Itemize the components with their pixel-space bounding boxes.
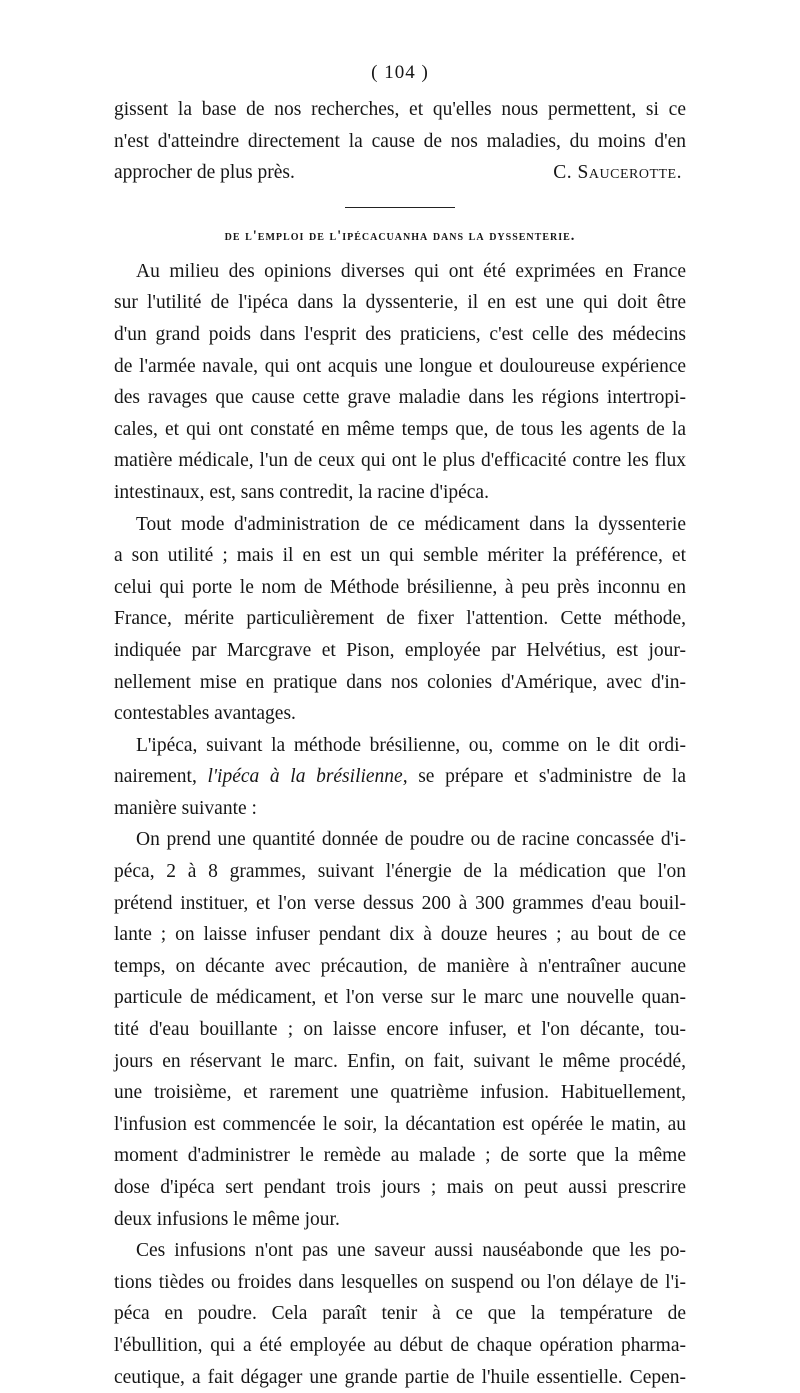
text-line: temps, on décante avec précaution, de manière à n'entraîner aucune: [114, 955, 686, 977]
italic-phrase: l'ipéca à la brésilienne,: [207, 766, 408, 788]
section-title: de l'emploi de l'ipécacuanha dans la dyssenterie.: [224, 227, 576, 244]
text-line: L'ipéca, suivant la méthode brésilienne, ou, comme on le dit ordi-: [136, 734, 686, 756]
text-line: jours en réservant le marc. Enfin, on fait, suivant le même procédé,: [114, 1050, 686, 1072]
text-line: gissent la base de nos recherches, et qu'elles nous permettent, si ce: [114, 99, 686, 120]
text-line: péca en poudre. Cela paraît tenir à ce que la température de: [114, 1303, 686, 1325]
text-line: péca, 2 à 8 grammes, suivant l'énergie de la médication que l'on: [114, 861, 686, 883]
text-line: tité d'eau bouillante ; on laisse encore infuser, et l'on décante, tou-: [114, 1019, 686, 1041]
text-line: celui qui porte le nom de Méthode brésilienne, à peu près inconnu en: [114, 576, 686, 598]
text-line: tions tièdes ou froides dans lesquelles on suspend ou l'on délaye de l'i-: [114, 1271, 686, 1293]
paragraph-3: [114, 730, 686, 825]
text-line: particule de médicament, et l'on verse sur le marc une nouvelle quan-: [114, 987, 686, 1009]
text-line: moment d'administrer le remède au malade ; de sorte que la même: [114, 1145, 686, 1167]
text-line: On prend une quantité donnée de poudre ou de racine concassée d'i-: [136, 829, 686, 851]
text-line: approcher de plus près.: [114, 162, 295, 184]
text-line: contestables avantages.: [114, 703, 296, 725]
text-line: prétend instituer, et l'on verse dessus 200 à 300 grammes d'eau bouil-: [114, 892, 686, 914]
section-divider: [345, 207, 455, 208]
text-line: nellement mise en pratique dans nos colonies d'Amérique, avec d'in-: [114, 671, 686, 693]
signature-line: [114, 157, 686, 189]
text-line: de l'armée navale, qui ont acquis une longue et douloureuse expérience: [114, 355, 686, 377]
paragraph-4: [114, 824, 686, 1235]
text-line: Au milieu des opinions diverses qui ont été exprimées en France: [136, 260, 686, 282]
text-line: dose d'ipéca sert pendant trois jours ; mais on peut aussi prescrire: [114, 1177, 686, 1198]
text-line: lante ; on laisse infuser pendant dix à douze heures ; au bout de ce: [114, 924, 686, 946]
text-line: ceutique, a fait dégager une grande partie de l'huile essentielle. Cepen-: [114, 1366, 686, 1388]
text-line: une troisième, et rarement une quatrième infusion. Habituellement,: [114, 1082, 686, 1104]
text-line: n'est d'atteindre directement la cause de nos maladies, du moins d'en: [114, 130, 686, 152]
text-line: intestinaux, est, sans contredit, la racine d'ipéca.: [114, 481, 489, 503]
book-page: [114, 56, 686, 1393]
text-line: Ces infusions n'ont pas une saveur aussi nauséabonde que les po-: [136, 1240, 686, 1262]
text-line: des ravages que cause cette grave maladie dans les régions intertropi-: [114, 387, 686, 409]
paragraph-2: [114, 509, 686, 730]
text-line: sur l'utilité de l'ipéca dans la dyssenterie, il en est une qui doit être: [114, 292, 686, 314]
page-number: ( 104 ): [371, 62, 429, 83]
text-line: a son utilité ; mais il en est un qui semble mériter la préférence, et: [114, 545, 686, 567]
intro-paragraph: [114, 94, 686, 189]
text-line: matière médicale, l'un de ceux qui ont le plus d'efficacité contre les flux: [114, 450, 686, 472]
text-line: manière suivante :: [114, 797, 257, 819]
text-line: indiquée par Marcgrave et Pison, employée par Helvétius, est jour-: [114, 639, 686, 661]
paragraph-1: [114, 256, 686, 509]
text-fragment: nairement,: [114, 766, 208, 788]
text-line: France, mérite particulièrement de fixer l'attention. Cette méthode,: [114, 608, 686, 630]
text-line: Tout mode d'administration de ce médicament dans la dyssenterie: [136, 513, 686, 535]
text-line: deux infusions le même jour.: [114, 1208, 340, 1230]
text-line: cales, et qui ont constaté en même temps que, de tous les agents de la: [114, 418, 686, 440]
text-fragment: se prépare et s'administre de la: [407, 766, 686, 788]
author-signature: C. Saucerotte.: [553, 162, 682, 184]
text-line: [114, 761, 686, 793]
text-line: d'un grand poids dans l'esprit des praticiens, c'est celle des médecins: [114, 323, 686, 345]
text-line: l'ébullition, qui a été employée au début de chaque opération pharma-: [114, 1334, 686, 1356]
paragraph-5: [114, 1235, 686, 1393]
text-line: l'infusion est commencée le soir, la décantation est opérée le matin, au: [114, 1113, 686, 1135]
